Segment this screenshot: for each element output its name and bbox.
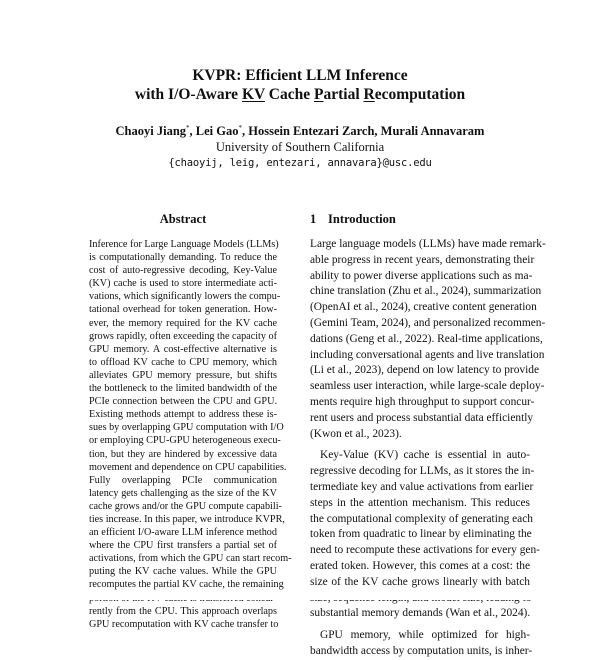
abstract-line: Existing methods attempt to address these is-	[89, 409, 277, 421]
paragraph-line: GPU memory, while optimized for high-	[320, 629, 530, 642]
abstract-line: rently from the CPU. This approach overlaps	[89, 605, 277, 617]
paragraph-line: Large language models (LLMs) have made remark-	[310, 238, 546, 250]
abstract-line: grows rapidly, often exceeding the capacity of	[89, 330, 278, 342]
abstract-line: puting the KV cache values. While the GPU	[89, 566, 277, 578]
abstract-line: tion, but they are hindered by excessive data	[89, 448, 277, 460]
abstract-line: an efficient I/O-aware LLM inference method	[89, 527, 277, 539]
title-fragment: Cache	[264, 86, 314, 103]
paragraph-line: able progress in recent years, demonstrating their	[310, 253, 535, 266]
title-fragment: artial	[323, 86, 364, 103]
abstract-line: GPU memory. A cost-effective alternative is	[89, 343, 277, 355]
paragraph-line: need to recompute these activations for every gen-	[310, 544, 540, 557]
author-list: Chaoyi Jiang*, Lei Gao*, Hossein Entezari Zarch, Murali Annavaram	[115, 124, 485, 139]
abstract-line: the bottleneck to the limited bandwidth of the	[89, 383, 277, 395]
abstract-line: or employing CPU-GPU heterogeneous execu-	[89, 435, 281, 447]
abstract-line: (KV) cache is used to store intermediate acti-	[89, 278, 277, 290]
abstract-line: activations, from which the GPU can start recom-	[89, 553, 292, 565]
title-fragment: ecomputation	[374, 86, 466, 103]
paragraph-line: rent users and process substantial data efficiently	[310, 411, 534, 424]
abstract-line: Inference for Large Language Models (LLMs)	[89, 239, 279, 250]
paragraph-line: the computational complexity of generating each	[310, 512, 533, 525]
section-title: Introduction	[328, 212, 396, 226]
abstract-line: vations, which significantly lowers the compu-	[89, 291, 281, 303]
abstract-text	[89, 238, 292, 631]
abstract-line: where the CPU first transfers a partial set of	[89, 540, 277, 552]
author-emails: {chaoyij, leig, entezari, annavara}@usc.edu	[168, 157, 432, 169]
equal-contribution-mark: *	[238, 124, 242, 132]
equal-contribution-mark: *	[186, 124, 190, 132]
abstract-line: ever, the memory required for the KV cache	[89, 317, 277, 329]
paragraph-line: bandwidth access by computation units, is inher-	[310, 644, 533, 657]
abstract-line: latency gets challenging as the size of the KV	[89, 487, 277, 499]
section-number: 1	[310, 212, 317, 226]
abstract-heading: Abstract	[159, 212, 207, 226]
section-heading-introduction	[310, 212, 396, 227]
paragraph-line: dations (Geng et al., 2022). Real-time applications,	[310, 332, 543, 345]
abstract-line: Fully overlapping PCIe communication	[89, 474, 277, 486]
paragraph-line: including conversational agents and live translation	[310, 348, 545, 361]
paragraph-line: size of the KV cache grows linearly with batch	[310, 575, 530, 588]
abstract-line: PCIe connection between the CPU and GPU.	[89, 396, 277, 408]
paragraph-line: token from quadratic to linear by eliminating the	[310, 528, 532, 541]
abstract-line: to offload KV cache to CPU memory, which	[89, 356, 277, 368]
paragraph-line: termediate key and value activations from earlier	[310, 480, 534, 493]
author-name: Chaoyi Jiang	[115, 124, 187, 139]
abstract-line: recomputes the partial KV cache, the remaining	[89, 579, 284, 591]
paragraph-line: erated token. However, this comes at a cost: the	[310, 559, 530, 572]
title-underlined-p: P	[314, 86, 324, 103]
title-underlined-kv: KV	[241, 86, 265, 103]
author-names-rest: , Hossein Entezari Zarch, Murali Annavaram	[242, 124, 485, 139]
title-fragment: with I/O-Aware	[134, 86, 242, 103]
abstract-line: GPU recomputation with KV cache transfer to	[89, 618, 279, 630]
abstract-line: sues by overlapping GPU computation with I/O	[89, 422, 284, 434]
paragraph-line: regressive decoding for LLMs, as it stores the in-	[310, 465, 535, 478]
paragraph-line: ments require high throughput to support concur-	[310, 395, 535, 408]
abstract-line: is computationally demanding. To reduce the	[89, 252, 277, 264]
abstract-line: tational overhead for token generation. How-	[89, 304, 277, 316]
paragraph-line: (Gemini Team, 2024), and personalized recommen-	[310, 316, 546, 329]
paragraph-line: Key-Value (KV) cache is essential in auto-	[320, 449, 530, 462]
abstract-line: cache grows and/or the GPU compute capabili-	[89, 500, 282, 512]
paragraph-line: (Kwon et al., 2023).	[310, 427, 402, 440]
paper-title-line-2	[0, 85, 600, 104]
abstract-line: movement and dependence on CPU capabilities.	[89, 461, 287, 473]
abstract-line: alleviates GPU memory pressure, but shifts	[89, 369, 277, 381]
paragraph-line: seamless user interaction, while large-scale deploy-	[310, 380, 545, 393]
paragraph-line: steps in the attention mechanism. This reduces	[310, 496, 530, 509]
paragraph-line: (Li et al., 2023), depend on low latency to provide	[310, 364, 540, 377]
page-crop-edge	[0, 592, 600, 600]
paragraph-line: substantial memory demands (Wan et al., 2024).	[310, 607, 531, 620]
author-name: Lei Gao	[195, 124, 239, 139]
abstract-line: ties increase. In this paper, we introduce KVPR,	[89, 513, 285, 525]
paragraph-line: chine translation (Zhu et al., 2024), summarization	[310, 285, 542, 298]
title-underlined-r: R	[363, 86, 375, 103]
paragraph-line: ability to power diverse applications such as ma-	[310, 269, 533, 282]
paper-title-line-1: KVPR: Efficient LLM Inference	[192, 67, 408, 84]
paragraph-line: (OpenAI et al., 2024), creative content generation	[310, 301, 537, 314]
affiliation: University of Southern California	[215, 140, 385, 154]
abstract-line: cost of auto-regressive decoding, Key-Value	[89, 265, 277, 277]
